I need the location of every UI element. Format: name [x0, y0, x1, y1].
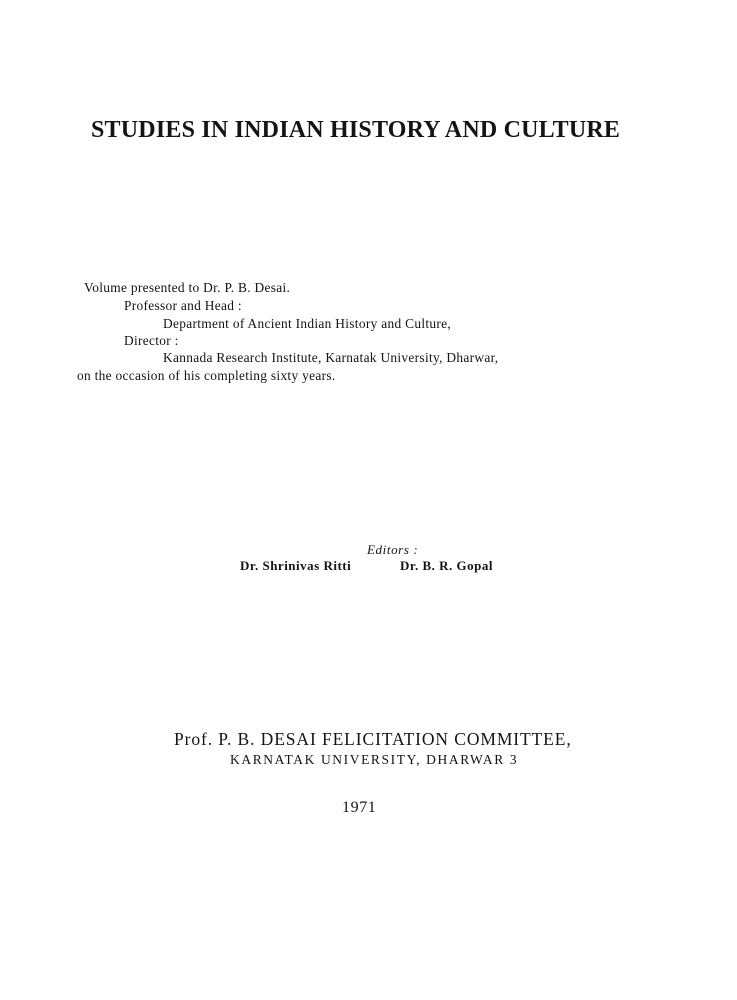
dedication-line: Volume presented to Dr. P. B. Desai. — [84, 280, 291, 295]
dedication-line: Department of Ancient Indian History and Culture, — [163, 316, 452, 331]
dedication-line: Professor and Head : — [124, 298, 242, 313]
publisher-name: Prof. P. B. DESAI FELICITATION COMMITTEE, — [174, 729, 572, 749]
publisher-place: KARNATAK UNIVERSITY, DHARWAR 3 — [230, 752, 519, 767]
publication-year: 1971 — [342, 799, 377, 816]
editors-label: Editors : — [367, 542, 419, 557]
editor-name: Dr. B. R. Gopal — [400, 558, 493, 573]
dedication-line: Director : — [124, 333, 179, 348]
book-title: STUDIES IN INDIAN HISTORY AND CULTURE — [91, 117, 621, 143]
dedication-line: Kannada Research Institute, Karnatak University, Dharwar, — [163, 350, 499, 365]
editor-name: Dr. Shrinivas Ritti — [240, 558, 352, 573]
dedication-line: on the occasion of his completing sixty years. — [77, 368, 336, 383]
